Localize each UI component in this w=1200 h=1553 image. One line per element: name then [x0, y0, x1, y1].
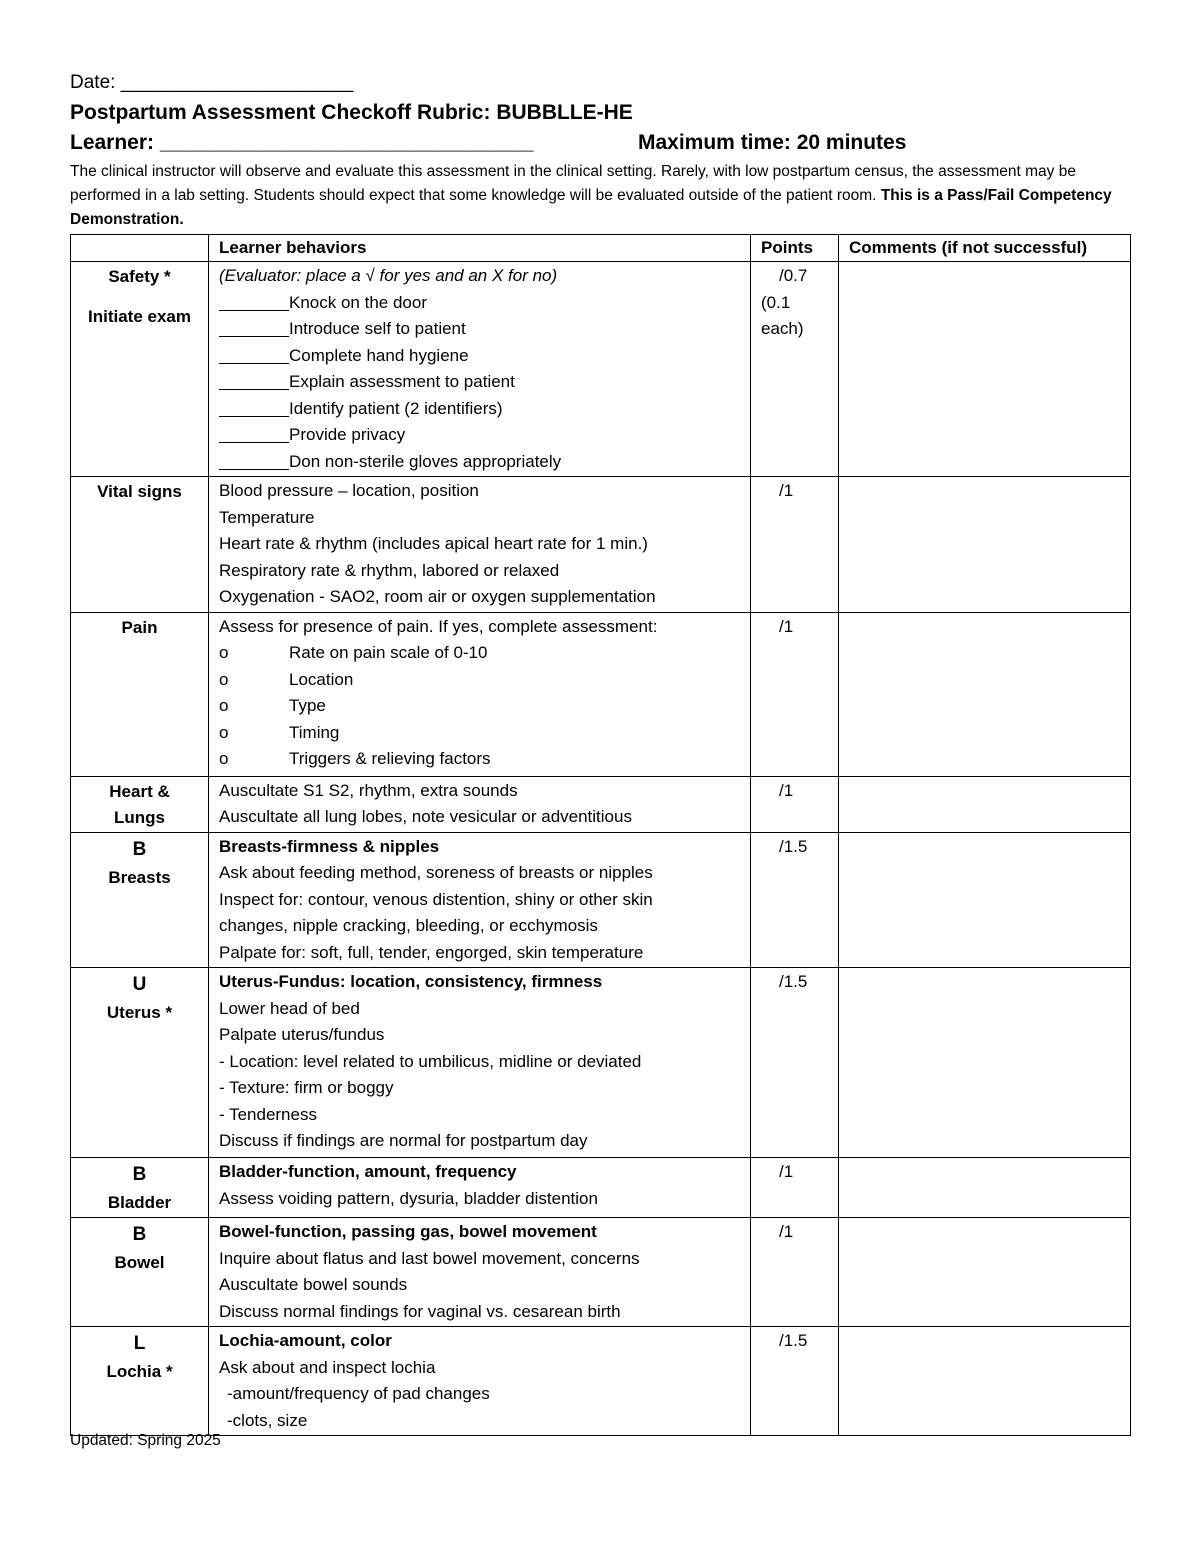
points-value: /1	[779, 780, 794, 800]
learner-field: Learner: ________________________________	[70, 131, 534, 154]
table-row-bowel	[71, 1218, 1131, 1327]
points-heart-lungs	[751, 776, 839, 832]
bubblle-letter: B	[132, 838, 147, 860]
comments-vitals[interactable]	[839, 477, 1131, 613]
behaviors-pain	[209, 612, 751, 776]
evaluator-instruction: (Evaluator: place a √ for yes and an X for no)	[219, 266, 558, 285]
list-item: changes, nipple cracking, bleeding, or ecchymosis	[219, 916, 598, 935]
points-uterus	[751, 968, 839, 1158]
rubric-table	[70, 234, 1131, 1436]
list-item: Provide privacy	[219, 422, 742, 449]
comments-pain[interactable]	[839, 612, 1131, 776]
max-time: Maximum time: 20 minutes	[638, 131, 907, 154]
category-heart-lungs	[71, 776, 209, 832]
category-sublabel: Initiate exam	[88, 307, 191, 326]
list-item: Auscultate bowel sounds	[219, 1275, 408, 1294]
list-item: Oxygenation - SAO2, room air or oxygen supplementation	[219, 587, 656, 606]
category-label: Breasts	[108, 867, 171, 887]
points-bowel	[751, 1218, 839, 1327]
bubblle-letter: B	[132, 1164, 147, 1185]
pain-intro: Assess for presence of pain. If yes, complete assessment:	[219, 616, 658, 636]
category-label: Bladder	[107, 1193, 172, 1212]
intro-text: The clinical instructor will observe and evaluate this assessment in the clinical setting. Rarely, with low postpartum census, the assessment may be performed in a lab setting. Students should expect that some knowledge will be evaluated outside of the patient room.	[70, 163, 1076, 204]
points-value: /1	[779, 481, 794, 500]
table-row-heart-lungs	[71, 776, 1131, 832]
behaviors-lochia	[209, 1327, 751, 1436]
points-pain	[751, 612, 839, 776]
list-item: Auscultate S1 S2, rhythm, extra sounds	[219, 780, 518, 800]
header-category	[71, 235, 209, 262]
comments-safety[interactable]	[839, 262, 1131, 477]
comments-breasts[interactable]	[839, 832, 1131, 968]
list-item: Complete hand hygiene	[219, 343, 742, 370]
section-heading: Breasts-firmness & nipples	[219, 836, 440, 856]
comments-lochia[interactable]	[839, 1327, 1131, 1436]
intro-strong: This is a Pass/Fail Competency Demonstration.	[70, 187, 1112, 228]
table-row-safety	[71, 262, 1131, 477]
category-bladder	[71, 1158, 209, 1218]
check-blank[interactable]	[219, 398, 289, 417]
table-row-vitals	[71, 477, 1131, 613]
points-value: /1.5	[779, 836, 808, 856]
section-heading: Bowel-function, passing gas, bowel movement	[219, 1222, 597, 1241]
category-label: Heart &	[109, 781, 170, 801]
section-heading: Lochia-amount, color	[219, 1331, 392, 1350]
list-item: Lower head of bed	[219, 998, 360, 1018]
category-safety	[71, 262, 209, 477]
intro-paragraph	[70, 160, 1132, 232]
list-item: Introduce self to patient	[219, 316, 742, 343]
section-heading: Uterus-Fundus: location, consistency, firmness	[219, 972, 603, 991]
list-item: - Texture: firm or boggy	[219, 1078, 394, 1097]
check-blank[interactable]	[219, 451, 289, 470]
category-label: Safety *	[108, 267, 171, 286]
list-item: Heart rate & rhythm (includes apical heart rate for 1 min.)	[219, 534, 648, 553]
list-item: Knock on the door	[219, 290, 742, 317]
category-breasts	[71, 832, 209, 968]
list-item: Temperature	[219, 507, 315, 527]
category-uterus	[71, 968, 209, 1158]
table-row-pain	[71, 612, 1131, 776]
list-item: o Timing	[219, 722, 340, 742]
points-value: /1.5	[779, 972, 808, 991]
list-item: Respiratory rate & rhythm, labored or relaxed	[219, 560, 560, 580]
list-item: Palpate for: soft, full, tender, engorged, skin temperature	[219, 942, 644, 962]
points-value: /0.7	[779, 266, 808, 285]
table-row-breasts	[71, 832, 1131, 968]
bubblle-letter: U	[132, 974, 147, 995]
behaviors-bowel	[209, 1218, 751, 1327]
behaviors-uterus	[209, 968, 751, 1158]
behaviors-safety	[209, 262, 751, 477]
list-item: o Triggers & relieving factors	[219, 749, 491, 768]
date-field: Date: ______________________	[70, 72, 354, 93]
category-lochia	[71, 1327, 209, 1436]
table-row-lochia	[71, 1327, 1131, 1436]
list-item: Discuss normal findings for vaginal vs. cesarean birth	[219, 1301, 621, 1321]
list-item: - Tenderness	[219, 1104, 317, 1124]
list-item: - Location: level related to umbilicus, midline or deviated	[219, 1051, 642, 1071]
category-sublabel: Lungs	[114, 807, 165, 827]
header-behaviors: Learner behaviors	[209, 235, 751, 262]
rubric-page	[70, 70, 1130, 1436]
comments-heart-lungs[interactable]	[839, 776, 1131, 832]
learner-line	[70, 128, 1130, 158]
category-label: Bowel	[114, 1253, 165, 1272]
header-points: Points	[751, 235, 839, 262]
points-note: (0.1	[761, 292, 791, 312]
list-item: Ask about feeding method, soreness of breasts or nipples	[219, 863, 653, 882]
list-item: o Rate on pain scale of 0-10	[219, 643, 488, 662]
check-blank[interactable]	[219, 371, 289, 390]
list-item: Explain assessment to patient	[219, 369, 742, 396]
table-header-row	[71, 235, 1131, 262]
points-lochia	[751, 1327, 839, 1436]
page-title: Postpartum Assessment Checkoff Rubric: BUBBLLE-HE	[70, 101, 633, 124]
list-item: Palpate uterus/fundus	[219, 1025, 385, 1044]
list-item: Identify patient (2 identifiers)	[219, 396, 742, 423]
check-blank[interactable]	[219, 292, 289, 311]
category-bowel	[71, 1218, 209, 1327]
list-item: Inquire about flatus and last bowel movement, concerns	[219, 1248, 640, 1268]
bubblle-letter: L	[133, 1333, 146, 1354]
points-note: each)	[761, 319, 804, 338]
bubblle-letter: B	[132, 1224, 147, 1245]
points-value: /1	[779, 1222, 794, 1241]
list-item: o Type	[219, 696, 326, 715]
points-value: /1	[779, 1162, 794, 1181]
category-label: Uterus *	[106, 1003, 173, 1022]
section-heading: Bladder-function, amount, frequency	[219, 1162, 517, 1181]
check-blank[interactable]	[219, 424, 289, 443]
list-item: Inspect for: contour, venous distention, shiny or other skin	[219, 889, 653, 909]
behaviors-heart-lungs	[209, 776, 751, 832]
table-row-uterus	[71, 968, 1131, 1158]
category-vitals: Vital signs	[71, 477, 209, 613]
points-safety	[751, 262, 839, 477]
behaviors-bladder	[209, 1158, 751, 1218]
list-item: Discuss if findings are normal for postpartum day	[219, 1131, 588, 1150]
points-bladder	[751, 1158, 839, 1218]
list-item: Ask about and inspect lochia	[219, 1357, 436, 1377]
points-vitals	[751, 477, 839, 613]
points-value: /1.5	[779, 1331, 808, 1350]
comments-uterus[interactable]	[839, 968, 1131, 1158]
category-pain: Pain	[71, 612, 209, 776]
list-item: o Location	[219, 669, 354, 689]
list-item: Don non-sterile gloves appropriately	[219, 449, 742, 476]
list-item: Blood pressure – location, position	[219, 481, 479, 500]
comments-bowel[interactable]	[839, 1218, 1131, 1327]
header-comments: Comments (if not successful)	[839, 235, 1131, 262]
behaviors-breasts	[209, 832, 751, 968]
check-blank[interactable]	[219, 345, 289, 364]
points-breasts	[751, 832, 839, 968]
points-value: /1	[779, 616, 794, 636]
comments-bladder[interactable]	[839, 1158, 1131, 1218]
list-item: -clots, size	[227, 1410, 308, 1430]
behaviors-vitals	[209, 477, 751, 613]
list-item: Assess voiding pattern, dysuria, bladder distention	[219, 1188, 598, 1208]
category-label: Lochia *	[106, 1362, 173, 1381]
table-row-bladder	[71, 1158, 1131, 1218]
list-item: -amount/frequency of pad changes	[227, 1384, 490, 1403]
check-blank[interactable]	[219, 318, 289, 337]
updated-footer: Updated: Spring 2025	[70, 1432, 221, 1449]
list-item: Auscultate all lung lobes, note vesicular or adventitious	[219, 807, 632, 826]
